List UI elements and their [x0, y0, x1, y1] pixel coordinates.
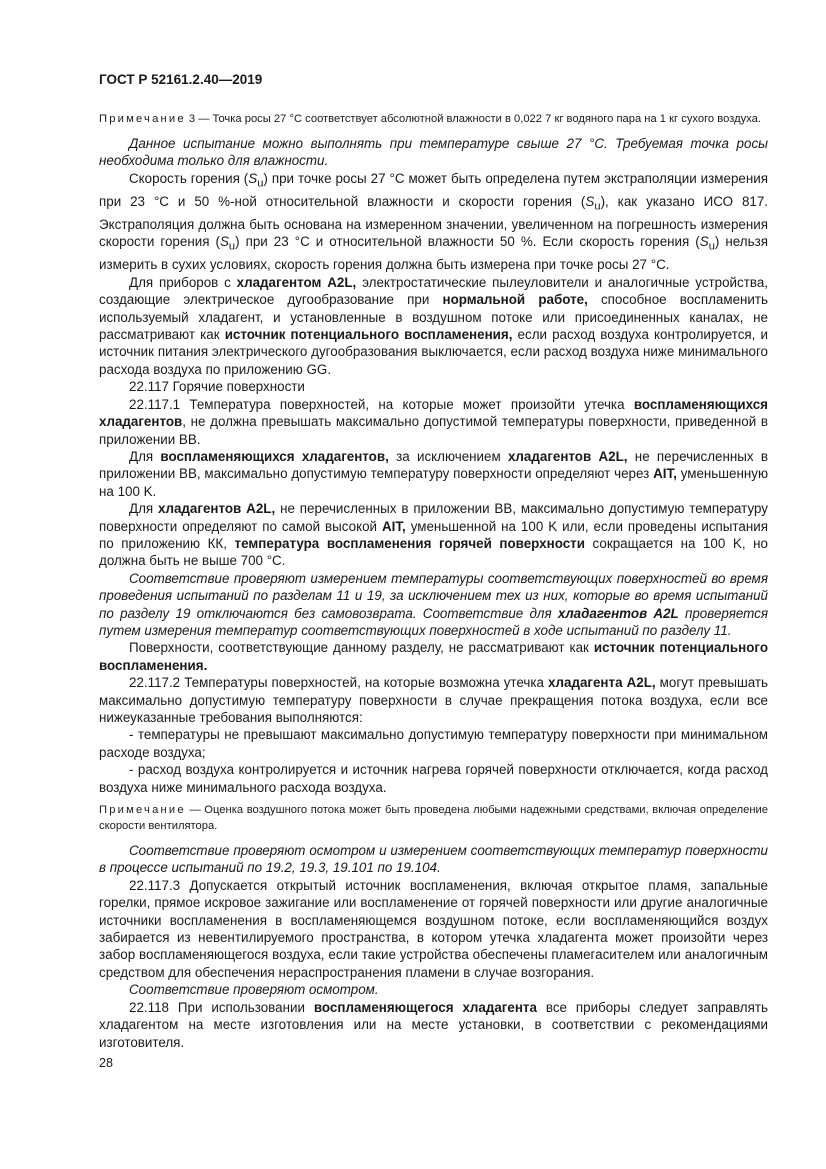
note-text: — Оценка воздушного потока может быть проведена любыми надежными средствами, включая определение скорости вентилятора. — [99, 804, 768, 833]
text-run: Скорость горения ( — [129, 170, 249, 186]
text-run: ) нельзя измерить в сухих условиях, скорость горения должна быть измерена при точке росы 27 °С. — [99, 234, 768, 273]
text-run: Для приборов с — [129, 274, 237, 290]
text-run: 22.117.2 Температуры поверхностей, на которые возможна утечка — [129, 675, 549, 691]
term-bold: температура воспламенения горячей поверхности — [234, 535, 585, 551]
paragraph-compliance-measurement — [99, 570, 768, 640]
list-item-air-flow: - расход воздуха контролируется и источник нагрева горячей поверхности отключается, когда расход воздуха ниже минимального расхода воздуха. — [99, 762, 768, 795]
text-run: сокращается на 100 K, но должна быть не выше 700 °С. — [99, 535, 768, 569]
text-run: ) при точке росы 27 °С может быть определена путем экстраполяции измерения при 23 °С и 50 %-ной относительной влажности и скорости горения ( — [99, 170, 768, 209]
text-run: 22.118 При использовании — [129, 999, 314, 1015]
paragraph-compliance-visual: Соответствие проверяют осмотром. — [129, 982, 379, 998]
symbol-sub-u: u — [257, 177, 264, 190]
note-label: Примечание — [99, 804, 186, 817]
text-run: ), как указано ИСО 817. Экстраполяция должна быть основана на измеренном значении, увеличенном на погрешность измерения скорости горения ( — [99, 193, 769, 250]
text-run: Поверхности, соответствующие данному разделу, не рассматривают как — [129, 640, 594, 656]
note-air-flow — [99, 802, 768, 834]
term-bold: воспламеняющегося хладагента — [313, 999, 537, 1015]
text-run: Для — [129, 448, 161, 464]
symbol-s: S — [699, 234, 709, 250]
symbol-sub-u: u — [594, 200, 601, 213]
paragraph-flammable-refrigerants — [99, 448, 768, 500]
document-header: ГОСТ Р 52161.2.40—2019 — [99, 72, 263, 87]
note-text: 3 — Точка росы 27 °С соответствует абсолютной влажности в 0,022 7 кг водяного пара на 1 кг сухого воздуха. — [185, 113, 761, 125]
list-item-temperatures: - температуры не превышают максимально допустимую температуру поверхности при минимальном расходе воздуха; — [99, 727, 768, 760]
paragraph-22-118 — [99, 999, 768, 1051]
note-label: Примечание — [99, 113, 186, 125]
paragraph-burning-velocity — [99, 170, 768, 274]
term-bold: хладагентов A2L — [557, 605, 679, 621]
text-run: не перечисленных в приложении ВВ, максимально допустимую температуру поверхности определяют по самой высокой — [99, 501, 768, 534]
term-bold: источник потенциального воспламенения, — [224, 327, 513, 343]
text-run: если расход воздуха контролируется, и источник питания электрического дугообразования выключается, если расход воздуха ниже минимального расхода воздуха по приложению GG. — [99, 327, 768, 377]
term-bold: AIT, — [653, 466, 677, 482]
page-number: 28 — [99, 1056, 113, 1070]
text-run: за исключением — [388, 448, 508, 464]
term-bold: хладагентом A2L, — [236, 274, 357, 290]
symbol-sub-u: u — [708, 241, 715, 254]
text-run: проверяется путем измерения температур соответствующих поверхностей в ходе испытаний по разделу 11. — [99, 605, 768, 638]
term-bold: воспламеняющихся хладагентов, — [160, 448, 389, 464]
note-3 — [99, 111, 768, 127]
symbol-s: S — [219, 234, 229, 250]
paragraph-a2l-devices — [99, 274, 768, 378]
paragraph-a2l-refrigerants — [99, 500, 768, 570]
term-bold: нормальной работе, — [442, 292, 588, 308]
text-run: все приборы следует заправлять хладагентом на месте изготовления или на месте установки, в соответствии с рекомендациями изготовителя. — [99, 999, 768, 1050]
paragraph-22-117-3: 22.117.3 Допускается открытый источник воспламенения, включая открытое пламя, запальные горелки, прямое искровое зажигание или воспламенение от горячей поверхности или другие аналогичные источники воспламенения в воспламеняющемся воздушном потоке, если воспламеняющийся воздух забирается из невентилируемого пространства, в котором утечка хладагента может произойти через забор воспламеняющегося воздуха, если такие устройства обеспечены пламегасителем или аналогичным средством для обеспечения нераспространения пламени в случае возгорания. — [99, 877, 768, 980]
symbol-s: S — [248, 170, 258, 186]
term-bold: воспламеняющихся хладагентов — [99, 396, 768, 430]
text-run: 22.117.1 Температура поверхностей, на которые может произойти утечка — [129, 396, 634, 412]
symbol-s: S — [585, 193, 595, 209]
paragraph-22-117-2 — [99, 674, 768, 726]
text-run: способное воспламенить используемый хладагент, и установленные в воздушном потоке или присоединенных каналах, не рассматривают как — [99, 292, 768, 343]
text-run: Для — [129, 501, 159, 517]
text-run: не перечисленных в приложении ВВ, максимально допустимую температуру поверхности определяют через — [99, 448, 769, 482]
paragraph-22-117-1 — [99, 396, 768, 448]
paragraph-surfaces — [99, 639, 768, 674]
section-heading-22-117: 22.117 Горячие поверхности — [129, 379, 305, 395]
term-bold: источник потенциального воспламенения. — [99, 640, 768, 673]
term-bold: хладагентов A2L, — [507, 448, 628, 464]
term-bold: хладагентов A2L, — [158, 501, 276, 517]
text-run: , не должна превышать максимально допустимой температуры поверхности, приведенной в приложении ВВ. — [99, 414, 768, 447]
text-run: уменьшенной на 100 K или, если проведены испытания по приложению КК, — [99, 518, 768, 551]
text-run: уменьшенную на 100 K. — [99, 466, 769, 499]
text-run: Соответствие проверяют измерением температуры соответствующих поверхностей во время проведения испытаний по разделам 11 и 19, за исключением тех из них, которые во время испытаний по разделу 19 отключаются без самовозврата. Соответствие для — [99, 570, 768, 621]
paragraph-test-humidity: Данное испытание можно выполнять при температуре свыше 27 °С. Требуемая точка росы необходима только для влажности. — [99, 136, 768, 169]
term-bold: хладагента A2L, — [548, 675, 656, 691]
text-run: электростатические пылеуловители и аналогичные устройства, создающие электрическое дугообразование при — [99, 274, 768, 308]
paragraph-compliance-inspection: Соответствие проверяют осмотром и измерением соответствующих температур поверхности в процессе испытаний по 19.2, 19.3, 19.101 по 19.104. — [99, 843, 768, 876]
text-run: могут превышать максимально допустимую температуру поверхности в случае прекращения потока воздуха, если все нижеуказанные требования выполняются: — [99, 675, 768, 726]
term-bold: AIT, — [381, 518, 406, 534]
text-run: ) при 23 °С и относительной влажности 50 %. Если скорость горения ( — [235, 234, 700, 250]
symbol-sub-u: u — [228, 241, 236, 254]
